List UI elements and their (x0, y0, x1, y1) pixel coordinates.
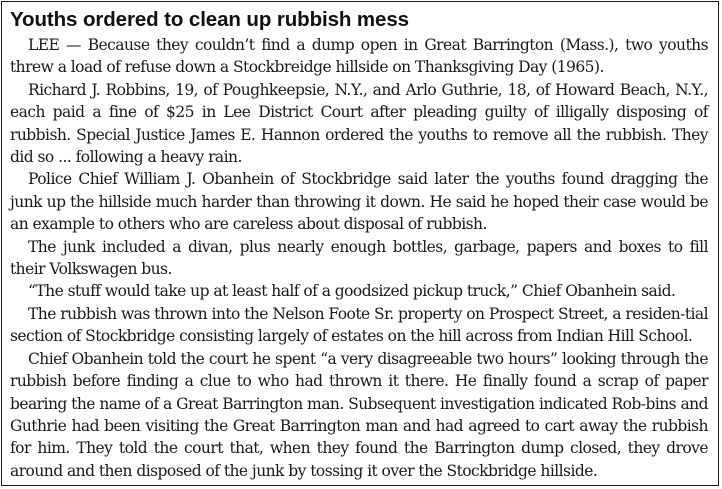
article-paragraph-property: The rubbish was thrown into the Nelson Foote Sr. property on Prospect Street, a residen-tial section of Stockbridge consisting largely of estates on the hill across from Indian Hill School. (10, 304, 708, 346)
article-headline: Youths ordered to clean up rubbish mess (10, 8, 409, 31)
article-paragraph-quote: “The stuff would take up at least half of a goodsized pickup truck,” Chief Obanhein said. (28, 282, 676, 301)
article-paragraph-police-chief: Police Chief William J. Obanhein of Stockbridge said later the youths found dragging the junk up the hillside much harder than throwing it down. He said he hoped their case would be an example to others who are careless about disposal of rubbish. (10, 170, 708, 234)
newspaper-clipping (1, 1, 719, 486)
article-paragraph-junk: The junk included a divan, plus nearly enough bottles, garbage, papers and boxes to fill their Volkswagen bus. (10, 237, 708, 279)
article-body (10, 34, 708, 482)
article-paragraph-dateline: LEE — Because they couldn’t find a dump open in Great Barrington (Mass.), two youths threw a load of refuse down a Stockbreidge hillside on Thanksgiving Day (1965). (10, 36, 708, 77)
article-paragraph-investigation: Chief Obanhein told the court he spent “a very disagreeable two hours” looking through the rubbish before finding a clue to who had thrown it there. He finally found a scrap of paper bearing the name of a Great Barrington man. Subsequent investigation indicated Rob-bins and Guthrie had been visiting the Great Barrington man and had agreed to cart away the rubbish for him. They told the court that, when they found the Barrington dump closed, they drove around and then disposed of the junk by tossing it over the Stockbridge hillside. (10, 349, 708, 480)
article-paragraph-fine: Richard J. Robbins, 19, of Poughkeepsie, N.Y., and Arlo Guthrie, 18, of Howard Beach, N.Y., each paid a fine of $25 in Lee District Court after pleading guilty of illigally disposing of rubbish. Special Justice James E. Hannon ordered the youths to remove all the rubbish. They did so ... following a heavy rain. (10, 80, 708, 167)
